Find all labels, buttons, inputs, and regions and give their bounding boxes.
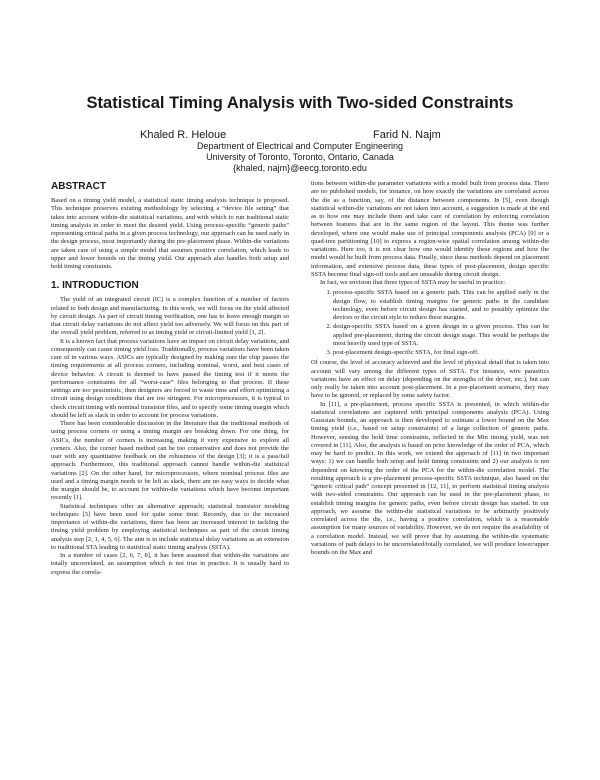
- abstract-text: Based on a timing yield model, a statistical static timing analysis technique is proposed. This technique preserves existing methodology by selecting a “device file setting” that takes into account within-die statistical variations, and with which to run traditional static timing analysis in order to meet the desired yield. Using process-specific “generic paths” representing critical paths in a given process technology, our approach can be used early in the design process, most importantly during the pre-placement phase. Within-die variations are taken care of using a simple model that assumes positive correlation, which leads to upper and lower bounds on the timing yield. Our approach also handles both setup and hold timing constraints.: [51, 197, 289, 270]
- body-paragraph: Of course, the level of accuracy achieved and the level of physical detail that is taken into account will vary among the different types of SSTA. For instance, wire parasitics variations have an effect on delay (depending on the strengths of the driver, etc.), but can only really be taken into account post-placement. In a pre-placement scenario, they may have to be ignored, or replaced by some safety factor.: [311, 359, 549, 400]
- paper-title: Statistical Timing Analysis with Two-sided Constraints: [86, 94, 514, 112]
- intro-heading: 1. INTRODUCTION: [51, 280, 139, 292]
- intro-paragraph: It is a known fact that process variations have an impact on circuit delay variations, and consequently can cause timing yield loss. Traditionally, process variations have been taken care of in various ways. ASICs are typically designed by making sure the chip passes the timing requirements at all process corners, including nominal, worst, and best cases of device behavior. A circuit is deemed to have passed the timing test if it meets the performance constraints for all “worst-case” files belonging to that process. If these settings are too pessimistic, then designers are forced to waste time and effort optimizing a circuit using design conditions that are too stringent. For microprocessors, it is typical to check circuit timing with nominal transistor files, and to specify some timing margin which should be left as slack in order to account for process variations.: [51, 337, 289, 419]
- intro-paragraph: Statistical techniques offer an alternative approach; statistical transistor modeling techniques [3] have been used for quite some time. Recently, due to the increased importance of within-die variations, there has been an increased interest in tackling the timing yield problem by employing statistical techniques as part of the circuit timing analysis step [2, 1, 4, 5, 6]. The aim is to include statistical delay variations as an extension to traditional STA leading to statistical static timing analysis (SSTA).: [51, 502, 289, 551]
- author-1: Khaled R. Heloue: [140, 129, 227, 141]
- affiliation-university: University of Toronto, Toronto, Ontario, Canada: [206, 152, 394, 162]
- right-column: [311, 180, 549, 780]
- intro-paragraph: The yield of an integrated circuit (IC) is a complex function of a number of factors related to both design and manufacturing. In this work, we will focus on the yield affected by circuit design. As part of circuit timing verification, one has to leave enough margin so that circuit delay variations do not affect yield too adversely. We will focus on this part of the overall yield problem, referred to as timing yield or circuit-limited yield [1, 2].: [51, 296, 289, 337]
- body-paragraph: In [11], a pre-placement, process specific SSTA is presented, in which within-die statistical correlations are captured with principal components analysis (PCA). Using Gaussian bounds, an approach is then developed to estimate a lower bound on the Max timing yield (i.e., based on setup constraints) of a large collection of generic paths. However, sensing the hold time constraints, reflected in the Min timing yield, was not covered in [11]. Also, the analysis is based on prior knowledge of the order of PCA, which may be hard to predict. In this work, we extend the approach of [11] in two important ways: 1) we can handle both setup and hold timing constraints and 2) our analysis is not dependent on knowing the order of the PCA for the within-die correlation model. The resulting approach is a pre-placement process-specific SSTA technique, also based on the “generic critical path” concept presented in [12, 11], to perform statistical timing analysis with two-sided constraints. Our approach can be used in the pre-placement phase, to establish timing margins for generic paths, even before circuit design has started. In our approach, we assume the within-die statistical variations to be arbitrarily positively correlated across the die, i.e., having a positive correlation, which is a reasonable assumption for many sources of variability. However, we do not require the availability of a correlation model. Instead, we will prove that by assuming the within-die systematic variations of path delays to be uncorrelated/totally correlated, we will produce lower/upper bounds on the Max and: [311, 400, 549, 556]
- left-column: [51, 180, 289, 780]
- intro-paragraph: There has been considerable discussion in the literature that the traditional methods of using process corners or using a timing margin are breaking down. For one thing, for ASICs, the number of corners is increasing, making it very expensive to explore all corners. Also, the corner based method can be too conservative and does not provide the user with any quantitative feedback on the robustness of the design [3]; it is a pass/fail approach. Furthermore, this traditional approach cannot handle within-die statistical variations [2]. On the other hand, for microprocessors, where nominal process files are used and a timing margin needs to be left as slack, there are no easy ways to decide what the margin should be, to account for within-die variations which have become important recently [1].: [51, 420, 289, 502]
- author-2: Farid N. Najm: [373, 129, 441, 141]
- body-paragraph: tions between within-die parameter variations with a model built from process data. There are no published models, for instance, on how exactly the variations are correlated across the die as a function, say, of the distance between components. In [5], even though statistical within-die variations are not taken into account, a suggestion is made at the end as to how one may include them and take care of correlation by enforcing correlation between features that are in the same region of the layout. This theme was further developed, where one would make use of principal components analysis (PCA) [9] or a quad-tree partitioning [10] to express a region-wise spatial correlation among within-die variations. Here too, it is not clear how one would identify these regions and how the model would be built from process data. Finally, since these methods depend on placement information, and extensive process data, these types of post-placement, design specific SSTA become final sign-off tools and are unusable during circuit design.: [311, 180, 549, 278]
- affiliation-emails: {khaled, najm}@eecg.toronto.edu: [233, 163, 367, 173]
- ssta-types-list: [311, 289, 549, 357]
- list-item: 2. design-specific SSTA based on a given design in a given process. This can be applied pre-placement, during the circuit design stage. This would be perhaps the most heavily used type of SSTA.: [333, 323, 549, 348]
- intro-paragraph: In a number of cases [2, 6, 7, 8], it has been assumed that within-die variations are totally uncorrelated, an assumption which is not true in practice. It is usually hard to express the correla-: [51, 552, 289, 576]
- list-item: 1. process-specific SSTA based on a generic path. This can be applied early in the design flow, to establish timing margins for generic paths in the candidate technology, even before circuit design has started, and to possibly optimize the devices or the circuit style to reduce these margins.: [333, 289, 549, 322]
- list-item: 3. post-placement design-specific SSTA, for final sign-off.: [333, 349, 549, 357]
- abstract-heading: ABSTRACT: [51, 181, 106, 192]
- affiliation-department: Department of Electrical and Computer Engineering: [196, 141, 404, 151]
- body-paragraph: In fact, we envision that three types of SSTA may be useful in practice:: [320, 279, 506, 286]
